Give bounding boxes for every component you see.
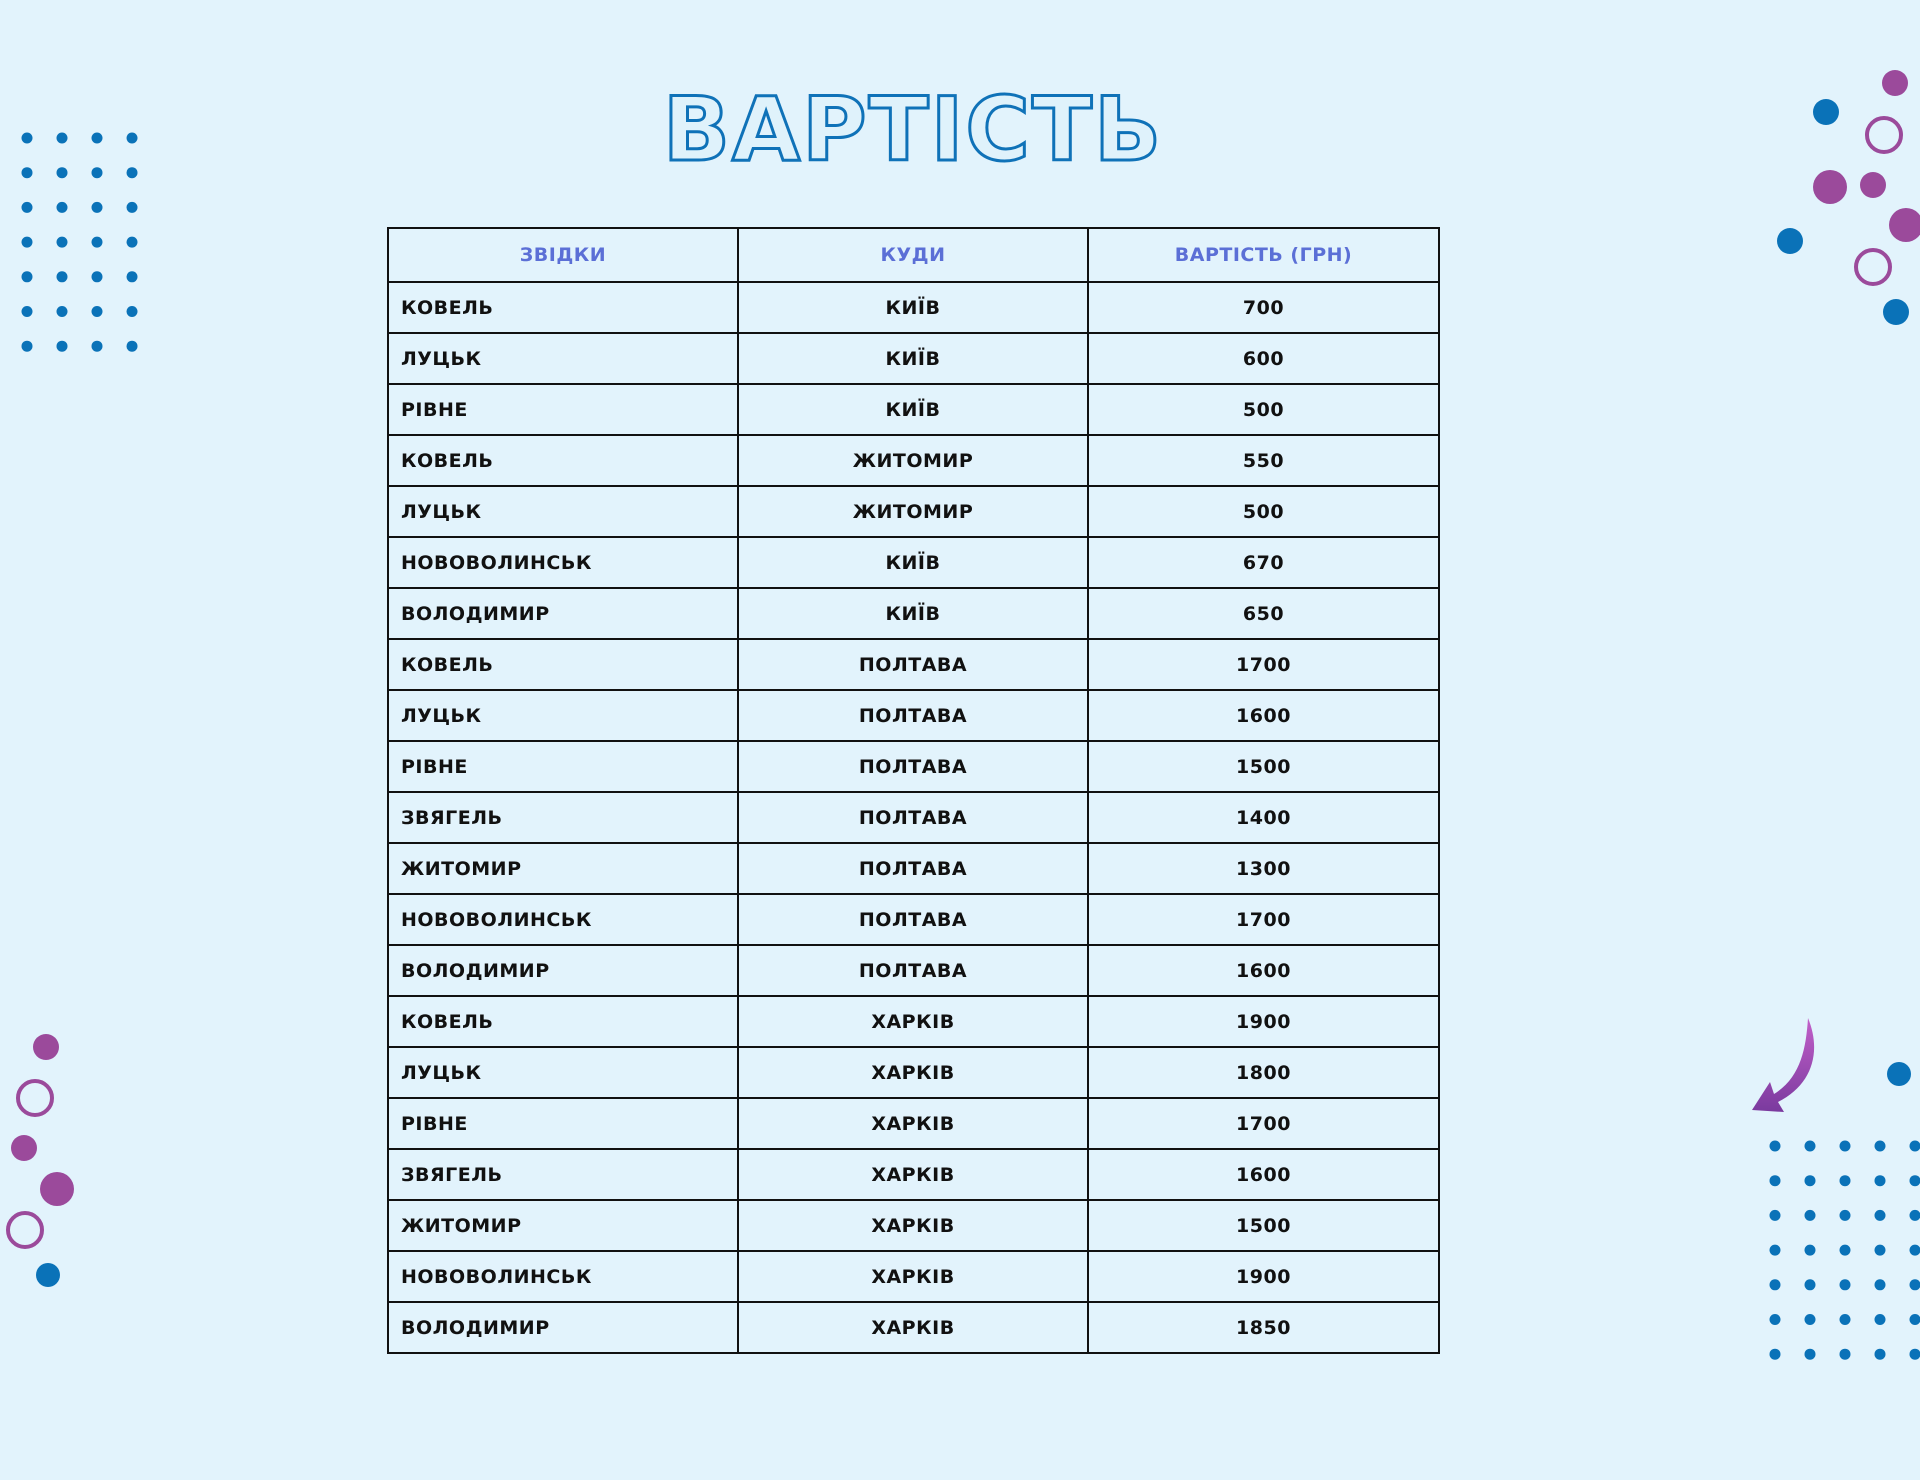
dot-icon [1805, 1245, 1816, 1256]
cell-price: 1900 [1088, 1251, 1439, 1302]
cell-from: РІВНЕ [388, 384, 738, 435]
dot-icon [1805, 1141, 1816, 1152]
table-row [388, 1098, 1439, 1149]
dot-icon [1770, 1210, 1781, 1221]
cell-price: 1500 [1088, 1200, 1439, 1251]
dot-icon [1875, 1314, 1886, 1325]
cell-from: ЗВЯГЕЛЬ [388, 1149, 738, 1200]
cell-from: ВОЛОДИМИР [388, 588, 738, 639]
dot-icon [92, 306, 103, 317]
column-header-price: ВАРТІСТЬ (ГРН) [1088, 228, 1439, 282]
dot-icon [1875, 1245, 1886, 1256]
dot-icon [1840, 1349, 1851, 1360]
cell-price: 1700 [1088, 1098, 1439, 1149]
table-row [388, 894, 1439, 945]
cell-to: ХАРКІВ [738, 1200, 1088, 1251]
table-row [388, 741, 1439, 792]
cell-to: ПОЛТАВА [738, 741, 1088, 792]
cell-price: 1900 [1088, 996, 1439, 1047]
dot-icon [1875, 1210, 1886, 1221]
dot-icon [127, 202, 138, 213]
cell-price: 1600 [1088, 690, 1439, 741]
cell-to: ХАРКІВ [738, 1047, 1088, 1098]
dot-icon [1875, 1175, 1886, 1186]
table-header-row [388, 228, 1439, 282]
cell-price: 1850 [1088, 1302, 1439, 1353]
table-row [388, 1149, 1439, 1200]
dot-icon [1770, 1349, 1781, 1360]
dot-icon [1910, 1141, 1920, 1152]
dot-icon [22, 202, 33, 213]
cell-from: ЛУЦЬК [388, 690, 738, 741]
column-header-to: КУДИ [738, 228, 1088, 282]
dot-icon [127, 271, 138, 282]
dot-icon [127, 237, 138, 248]
table-row [388, 537, 1439, 588]
dot-icon [1805, 1210, 1816, 1221]
cell-to: ХАРКІВ [738, 1149, 1088, 1200]
dot-icon [1805, 1349, 1816, 1360]
dot-icon [57, 202, 68, 213]
column-header-from: ЗВІДКИ [388, 228, 738, 282]
cell-to: ПОЛТАВА [738, 894, 1088, 945]
page-title: ВАРТІСТЬ [662, 78, 1164, 181]
dot-icon [1910, 1314, 1920, 1325]
table-row [388, 639, 1439, 690]
dot-icon [1840, 1279, 1851, 1290]
dot-icon [1910, 1175, 1920, 1186]
cell-from: ЛУЦЬК [388, 333, 738, 384]
cell-from: НОВОВОЛИНСЬК [388, 537, 738, 588]
table-row [388, 1302, 1439, 1353]
dot-icon [57, 341, 68, 352]
table-row [388, 1251, 1439, 1302]
cell-from: КОВЕЛЬ [388, 435, 738, 486]
cell-price: 600 [1088, 333, 1439, 384]
cell-price: 650 [1088, 588, 1439, 639]
dot-icon [1910, 1349, 1920, 1360]
dot-icon [127, 306, 138, 317]
cell-to: КИЇВ [738, 588, 1088, 639]
cell-price: 1500 [1088, 741, 1439, 792]
dot-icon [1910, 1245, 1920, 1256]
table-row [388, 282, 1439, 333]
cell-from: РІВНЕ [388, 741, 738, 792]
table-row [388, 486, 1439, 537]
dot-icon [1875, 1349, 1886, 1360]
dot-icon [22, 341, 33, 352]
cell-to: ЖИТОМИР [738, 435, 1088, 486]
dot-icon [1770, 1141, 1781, 1152]
cell-from: КОВЕЛЬ [388, 639, 738, 690]
table-row [388, 945, 1439, 996]
dot-icon [1875, 1279, 1886, 1290]
dot-icon [57, 271, 68, 282]
cell-to: ХАРКІВ [738, 1098, 1088, 1149]
dot-icon [1910, 1210, 1920, 1221]
cell-price: 1700 [1088, 894, 1439, 945]
table-row [388, 384, 1439, 435]
cell-price: 670 [1088, 537, 1439, 588]
cell-to: КИЇВ [738, 537, 1088, 588]
table-row [388, 1047, 1439, 1098]
table-row [388, 996, 1439, 1047]
bubble-cluster-icon [8, 1034, 74, 1287]
cell-to: КИЇВ [738, 333, 1088, 384]
dot-icon [1887, 1062, 1911, 1086]
cell-from: КОВЕЛЬ [388, 282, 738, 333]
cell-price: 1600 [1088, 1149, 1439, 1200]
cell-price: 550 [1088, 435, 1439, 486]
dot-icon [22, 306, 33, 317]
dot-icon [1875, 1141, 1886, 1152]
dot-icon [92, 341, 103, 352]
table-row [388, 792, 1439, 843]
dot-icon [1840, 1245, 1851, 1256]
cell-to: ХАРКІВ [738, 1251, 1088, 1302]
cell-to: ПОЛТАВА [738, 792, 1088, 843]
cell-to: КИЇВ [738, 282, 1088, 333]
dot-icon [1840, 1314, 1851, 1325]
cell-from: НОВОВОЛИНСЬК [388, 894, 738, 945]
dot-icon [1840, 1210, 1851, 1221]
cell-price: 1400 [1088, 792, 1439, 843]
dot-icon [1805, 1314, 1816, 1325]
dot-icon [1770, 1314, 1781, 1325]
cell-price: 1600 [1088, 945, 1439, 996]
cell-price: 1700 [1088, 639, 1439, 690]
dot-icon [92, 202, 103, 213]
cell-price: 1300 [1088, 843, 1439, 894]
cell-to: ПОЛТАВА [738, 639, 1088, 690]
cell-from: ЖИТОМИР [388, 843, 738, 894]
cell-from: ЛУЦЬК [388, 486, 738, 537]
cell-to: ПОЛТАВА [738, 843, 1088, 894]
dot-grid-icon [1770, 1141, 1920, 1360]
cell-from: ЛУЦЬК [388, 1047, 738, 1098]
dot-icon [57, 237, 68, 248]
price-table [387, 227, 1440, 1354]
cell-from: ВОЛОДИМИР [388, 1302, 738, 1353]
dot-icon [22, 271, 33, 282]
cell-from: ЗВЯГЕЛЬ [388, 792, 738, 843]
dot-icon [22, 237, 33, 248]
cell-from: ЖИТОМИР [388, 1200, 738, 1251]
cell-from: КОВЕЛЬ [388, 996, 738, 1047]
dot-icon [92, 271, 103, 282]
cell-from: ВОЛОДИМИР [388, 945, 738, 996]
cell-price: 500 [1088, 384, 1439, 435]
dot-icon [1770, 1175, 1781, 1186]
table-row [388, 843, 1439, 894]
cell-from: РІВНЕ [388, 1098, 738, 1149]
dot-icon [1805, 1279, 1816, 1290]
cell-to: ХАРКІВ [738, 1302, 1088, 1353]
cell-to: ПОЛТАВА [738, 690, 1088, 741]
cell-to: ХАРКІВ [738, 996, 1088, 1047]
cell-to: ПОЛТАВА [738, 945, 1088, 996]
table-row [388, 588, 1439, 639]
dot-icon [1910, 1279, 1920, 1290]
cell-to: КИЇВ [738, 384, 1088, 435]
dot-icon [1840, 1175, 1851, 1186]
cell-price: 500 [1088, 486, 1439, 537]
table-row [388, 1200, 1439, 1251]
cell-price: 700 [1088, 282, 1439, 333]
dot-icon [1805, 1175, 1816, 1186]
dot-icon [1770, 1279, 1781, 1290]
table-row [388, 435, 1439, 486]
dot-icon [57, 306, 68, 317]
dot-icon [1770, 1245, 1781, 1256]
cell-price: 1800 [1088, 1047, 1439, 1098]
cell-to: ЖИТОМИР [738, 486, 1088, 537]
cell-from: НОВОВОЛИНСЬК [388, 1251, 738, 1302]
dot-icon [1840, 1141, 1851, 1152]
dot-icon [127, 341, 138, 352]
table-row [388, 333, 1439, 384]
table-row [388, 690, 1439, 741]
curved-arrow-icon [1752, 1018, 1814, 1112]
dot-icon [92, 237, 103, 248]
